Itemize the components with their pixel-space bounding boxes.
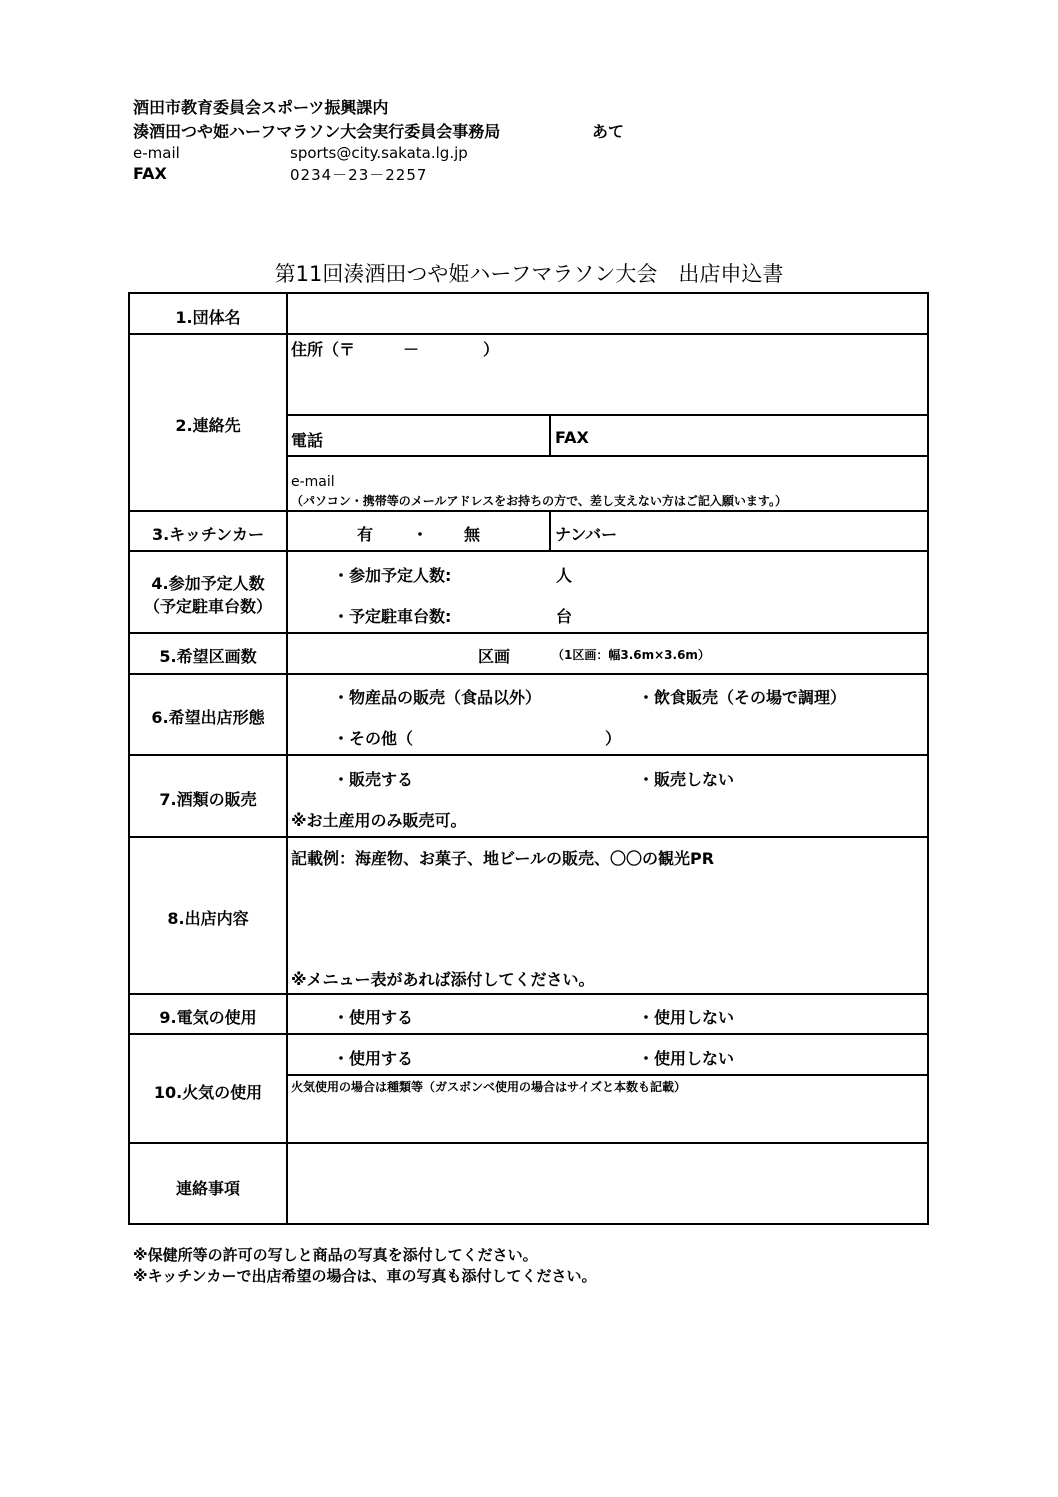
shop-type-food[interactable]: ・飲食販売（その場で調理） <box>638 688 847 707</box>
footer-note-1: ※保健所等の許可の写しと商品の写真を添付してください。 <box>133 1246 538 1264</box>
email-value: sports@city.sakata.lg.jp <box>290 144 468 162</box>
label-remarks: 連絡事項 <box>175 1179 240 1198</box>
alcohol-sell[interactable]: ・販売する <box>333 770 414 789</box>
label-shop-content: 8.出店内容 <box>167 909 249 928</box>
alcohol-not-sell[interactable]: ・販売しない <box>638 770 735 789</box>
menu-note: ※メニュー表があれば添付してください。 <box>291 970 595 989</box>
fire-not-use[interactable]: ・使用しない <box>638 1049 735 1068</box>
footer-note-2: ※キッチンカーで出店希望の場合は、車の写真も添付してください。 <box>133 1267 597 1285</box>
label-parking: （予定駐車台数） <box>143 597 272 616</box>
booth-size-note: （1区画：幅3.6m×3.6m） <box>552 648 710 662</box>
alcohol-note: ※お土産用のみ販売可。 <box>291 811 467 830</box>
label-shop-type: 6.希望出店形態 <box>151 708 265 727</box>
recipient-line-2: 湊酒田つや姫ハーフマラソン大会実行委員会事務局 <box>133 122 501 141</box>
parking-field[interactable]: ・予定駐車台数: <box>333 607 452 626</box>
page-title: 第11回湊酒田つや姫ハーフマラソン大会 出店申込書 <box>274 262 784 286</box>
remarks-field[interactable] <box>288 1144 927 1223</box>
parking-unit: 台 <box>556 607 573 626</box>
electricity-use[interactable]: ・使用する <box>333 1008 414 1027</box>
shop-content-example: 記載例：海産物、お菓子、地ビールの販売、〇〇の観光PR <box>291 849 715 868</box>
phone-field[interactable]: 電話 <box>291 431 324 450</box>
attendees-field[interactable]: ・参加予定人数: <box>333 566 452 585</box>
kitchen-car-yes[interactable]: 有 <box>357 525 374 544</box>
electricity-not-use[interactable]: ・使用しない <box>638 1008 735 1027</box>
label-organization-name: 1.団体名 <box>175 308 241 327</box>
label-contact: 2.連絡先 <box>175 416 241 435</box>
label-alcohol: 7.酒類の販売 <box>159 790 257 809</box>
email-note: （パソコン・携帯等のメールアドレスをお持ちの方で、差し支えない方はご記入願います。） <box>291 494 787 508</box>
shop-type-other[interactable]: ・その他（ <box>333 729 414 748</box>
fire-use[interactable]: ・使用する <box>333 1049 414 1068</box>
booth-count-field[interactable]: 区画 <box>478 647 511 666</box>
address-field[interactable]: 住所（〒 － ） <box>291 340 500 359</box>
label-booth-count: 5.希望区画数 <box>159 647 257 666</box>
email-label: e-mail <box>133 144 180 162</box>
shop-type-other-close: ） <box>605 729 622 748</box>
fax-label: FAX <box>133 164 167 183</box>
attendees-unit: 人 <box>556 566 573 585</box>
label-kitchen-car: 3.キッチンカー <box>151 525 265 544</box>
fax-field[interactable]: FAX <box>555 428 589 447</box>
recipient-line-1: 酒田市教育委員会スポーツ振興課内 <box>133 98 389 117</box>
shop-content-field[interactable] <box>288 870 927 962</box>
fax-value: 0234－23－2257 <box>290 166 428 184</box>
recipient-suffix: あて <box>592 122 625 141</box>
label-fire: 10.火気の使用 <box>153 1083 263 1102</box>
email-field[interactable]: e-mail <box>291 474 335 490</box>
fire-note: 火気使用の場合は種類等（ガスボンベ使用の場合はサイズと本数も記載） <box>291 1080 687 1094</box>
kitchen-car-separator: ・ <box>412 525 429 544</box>
organization-name-field[interactable] <box>288 294 927 333</box>
fire-details-field[interactable] <box>288 1096 927 1140</box>
shop-type-goods[interactable]: ・物産品の販売（食品以外） <box>333 688 542 707</box>
kitchen-car-number-field[interactable]: ナンバー <box>555 525 618 544</box>
kitchen-car-no[interactable]: 無 <box>464 525 481 544</box>
label-electricity: 9.電気の使用 <box>159 1008 257 1027</box>
label-attendees: 4.参加予定人数 <box>151 574 265 593</box>
